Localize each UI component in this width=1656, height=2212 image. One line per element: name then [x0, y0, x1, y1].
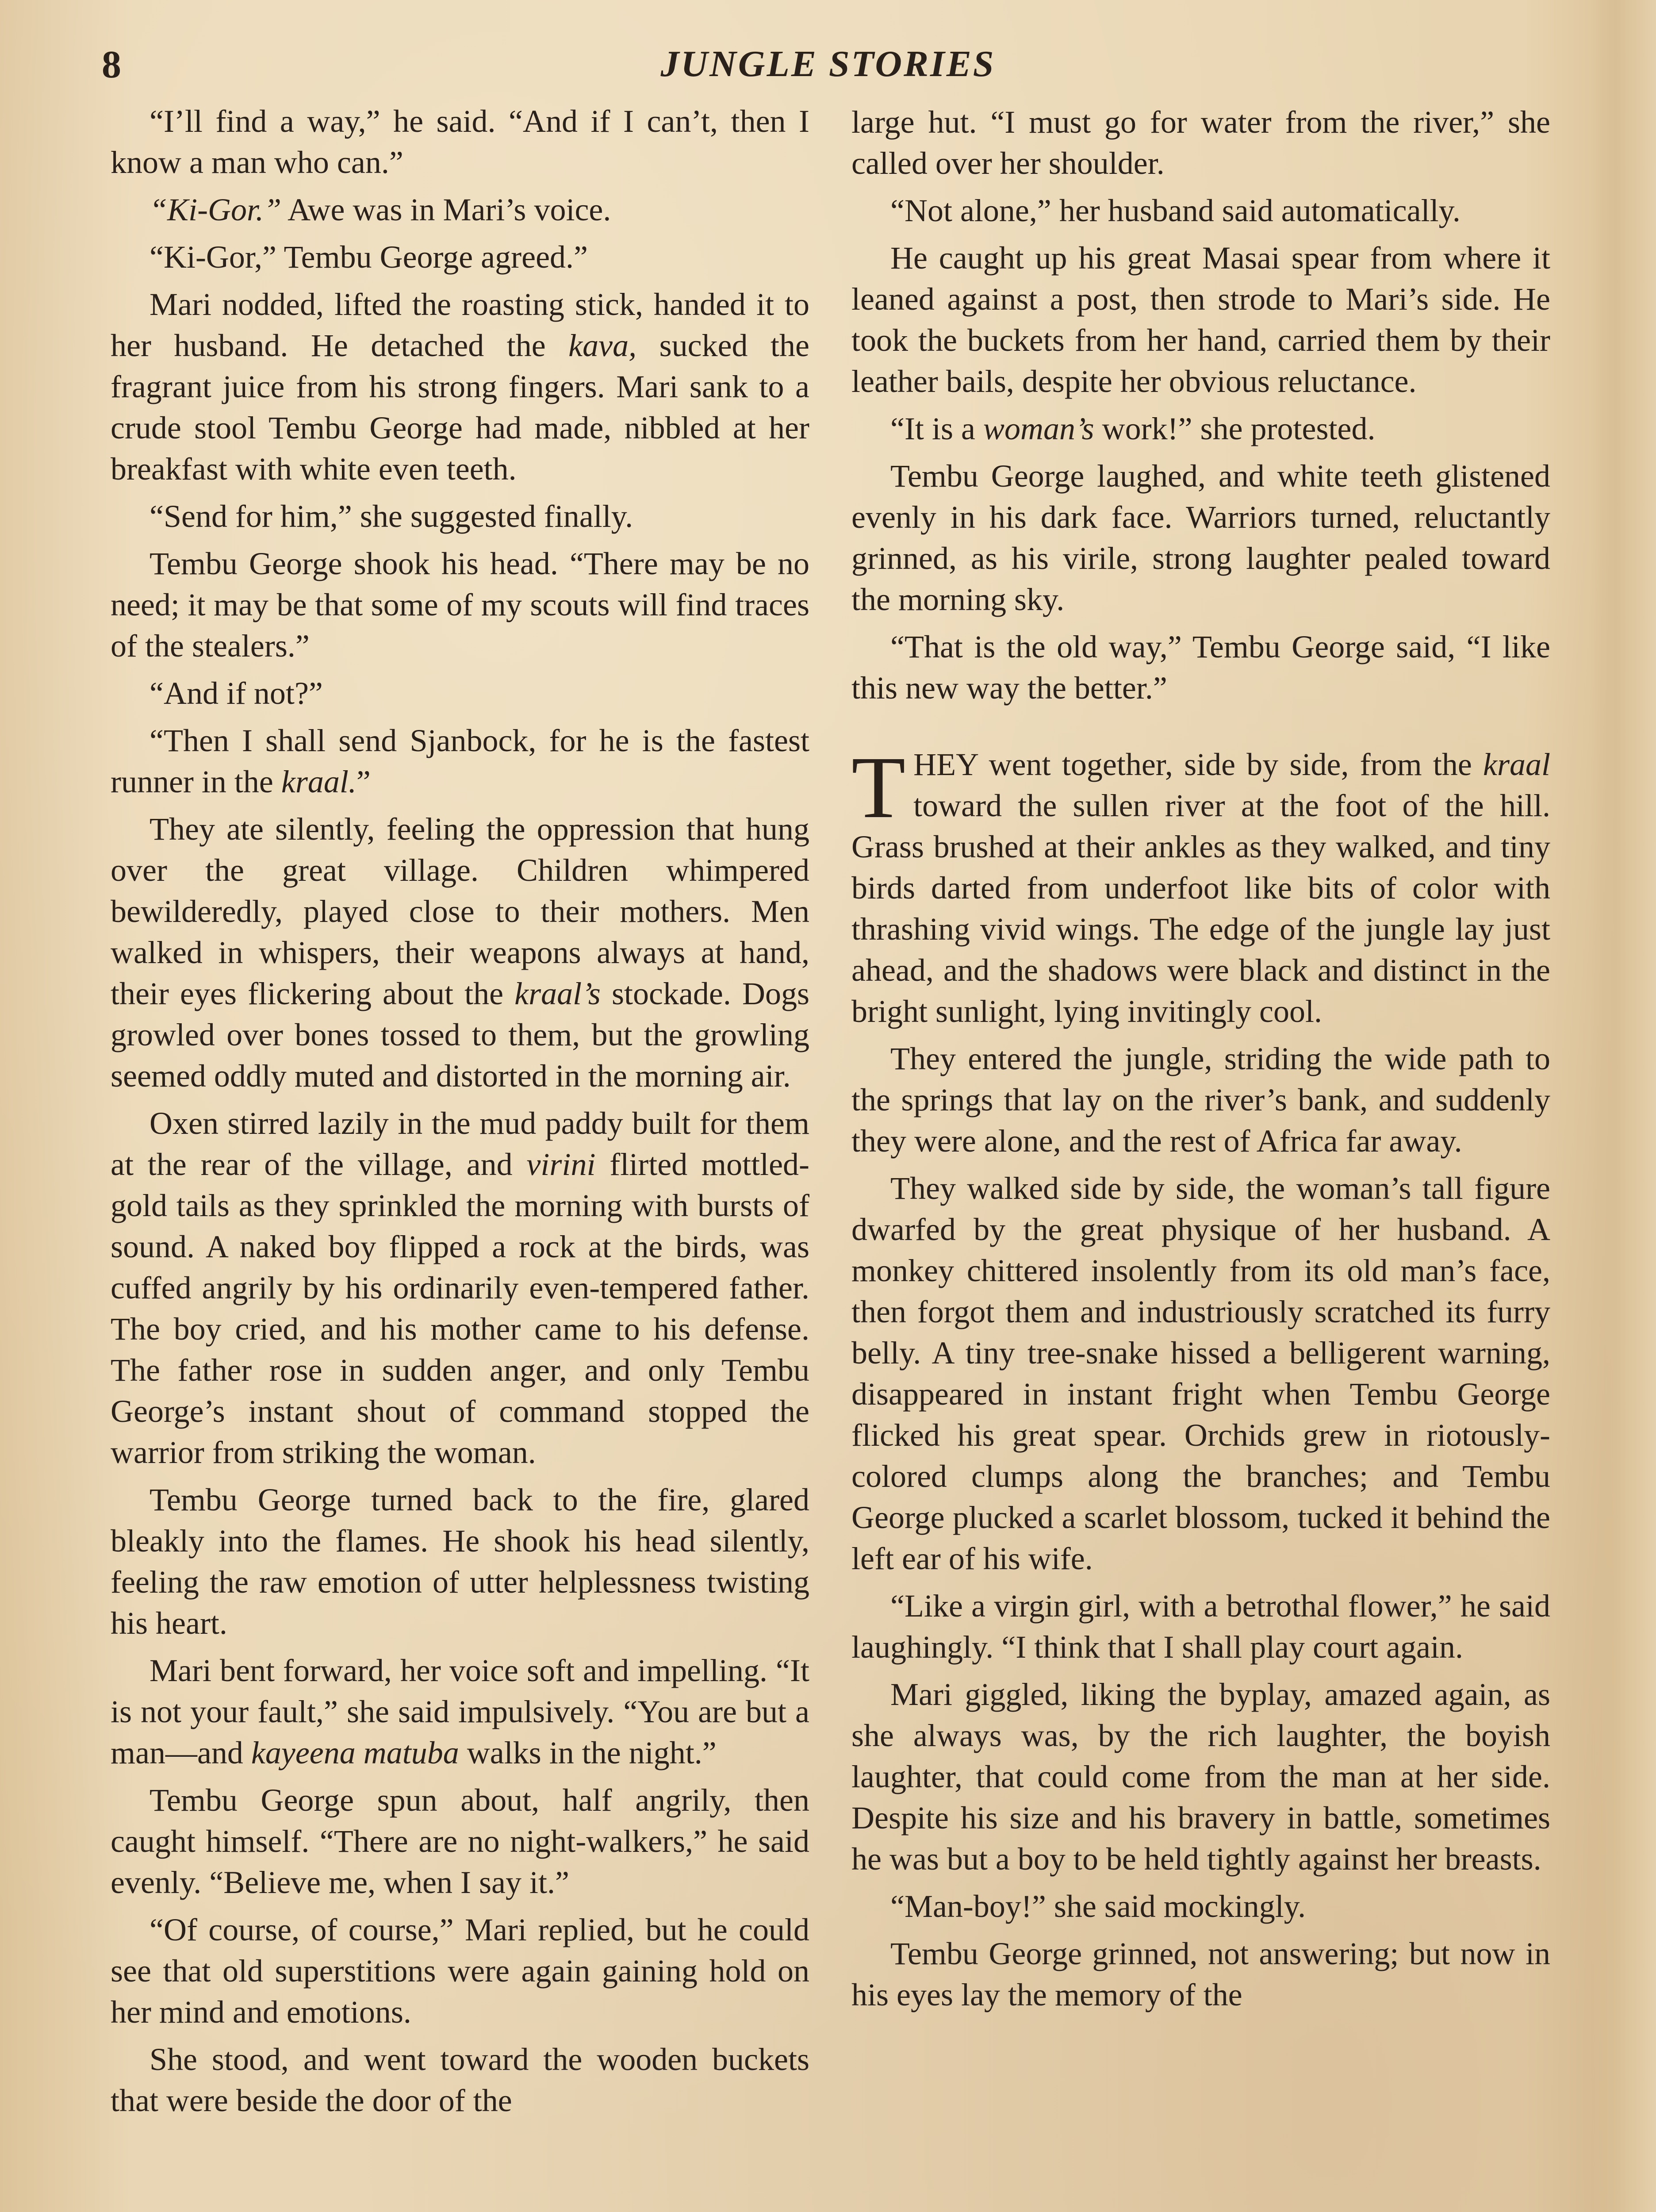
- paragraph: large hut. “I must go for water from the river,” she called over her shoulder.: [851, 104, 1550, 181]
- paragraph: They entered the jungle, striding the wide path to the springs that lay on the river’s bank, and suddenly they were alone, and the rest of Africa far away.: [851, 1041, 1550, 1159]
- paragraph: Tembu George turned back to the fire, glared bleakly into the flames. He shook his head silently, feeling the raw emotion of utter helplessness twisting his heart.: [111, 1482, 809, 1641]
- paragraph: Mari giggled, liking the byplay, amazed again, as she always was, by the rich laughter, the boyish laughter, that could come from the man at her side. Despite his size and his bravery in battle, sometimes he was but a boy to be held tightly against her breasts.: [851, 1677, 1550, 1877]
- paragraph: Mari nodded, lifted the roasting stick, handed it to her husband. He detached the kava, sucked the fragrant juice from his strong fingers. Mari sank to a crude stool Tembu George had made, nibbled at her breakfast with white even teeth.: [111, 287, 809, 487]
- paragraph: “Ki-Gor,” Tembu George agreed.”: [150, 239, 588, 275]
- drop-cap: T: [851, 739, 906, 837]
- paragraph: He caught up his great Masai spear from where it leaned against a post, then strode to Mari’s side. He took the buckets from her hand, carried them by their leather bails, despite her obvious reluctance.: [851, 240, 1550, 399]
- paragraph: They ate silently, feeling the oppression that hung over the great village. Children whimpered bewilderedly, played close to their mothers. Men walked in whispers, their weapons always at hand, their eyes flickering about the kraal’s stockade. Dogs growled over bones tossed to them, but the growling seemed oddly muted and distorted in the morning air.: [111, 811, 809, 1094]
- section-opening-paragraph: THEY went together, side by side, from the kraal toward the sullen river at the foot of the hill. Grass brushed at their ankles as they walked, and tiny birds darted from underfoot like bits of color with thrashing vivid wings. The edge of the jungle lay just ahead, and the shadows were black and distinct in the bright sunlight, lying invitingly cool.: [851, 739, 1550, 1029]
- paragraph: “I’ll find a way,” he said. “And if I can’t, then I know a man who can.”: [111, 104, 809, 180]
- left-column: [111, 101, 809, 2128]
- paragraph: Tembu George laughed, and white teeth glistened evenly in his dark face. Warriors turned, reluctantly grinned, as his virile, strong laughter pealed toward the morning sky.: [851, 458, 1550, 617]
- paragraph: “And if not?”: [150, 676, 323, 711]
- paragraph: “Not alone,” her husband said automatically.: [890, 193, 1460, 228]
- paragraph: Tembu George grinned, not answering; but now in his eyes lay the memory of the: [851, 1936, 1550, 2012]
- paragraph: Tembu George shook his head. “There may be no need; it may be that some of my scouts will find traces of the stealers.”: [111, 546, 809, 664]
- running-head: JUNGLE STORIES: [660, 43, 996, 84]
- paragraph: “Send for him,” she suggested finally.: [150, 499, 633, 534]
- page-edge-shadow: [1590, 0, 1656, 2212]
- paragraph: “Of course, of course,” Mari replied, but he could see that old superstitions were again gaining hold on her mind and emotions.: [111, 1912, 809, 2030]
- paragraph: Mari bent forward, her voice soft and impelling. “It is not your fault,” she said impulsively. “You are but a man—and kayeena matuba walks in the night.”: [111, 1653, 809, 1770]
- paragraph: “Man-boy!” she said mockingly.: [890, 1889, 1306, 1924]
- paragraph: She stood, and went toward the wooden buckets that were beside the door of the: [111, 2042, 809, 2118]
- paragraph: “Ki-Gor.” Awe was in Mari’s voice.: [150, 192, 611, 227]
- paragraph: Tembu George spun about, half angrily, then caught himself. “There are no night-walkers,” he said evenly. “Believe me, when I say it.”: [111, 1782, 809, 1900]
- paragraph: They walked side by side, the woman’s tall figure dwarfed by the great physique of her husband. A monkey chittered insolently from its old man’s face, then forgot them and industriously scratched its furry belly. A tiny tree-snake hissed a belligerent warning, disappeared in instant fright when Tembu George flicked his great spear. Orchids grew in riotously-colored clumps along the branches; and Tembu George plucked a scarlet blossom, tucked it behind the left ear of his wife.: [851, 1171, 1550, 1576]
- page-number: 8: [102, 43, 122, 86]
- right-column: [851, 102, 1550, 2022]
- paragraph: “Like a virgin girl, with a betrothal flower,” he said laughingly. “I think that I shall play court again.: [851, 1588, 1550, 1665]
- paragraph: “Then I shall send Sjanbock, for he is the fastest runner in the kraal.”: [111, 723, 809, 799]
- paragraph: “It is a woman’s work!” she protested.: [890, 411, 1376, 446]
- paragraph: Oxen stirred lazily in the mud paddy built for them at the rear of the village, and virini flirted mottled-gold tails as they sprinkled the morning with bursts of sound. A naked boy flipped a rock at the birds, was cuffed angrily by his ordinarily even-tempered father. The boy cried, and his mother came to his defense. The father rose in sudden anger, and only Tembu George’s instant shout of command stopped the warrior from striking the woman.: [111, 1106, 810, 1470]
- paragraph: “That is the old way,” Tembu George said, “I like this new way the better.”: [851, 629, 1550, 706]
